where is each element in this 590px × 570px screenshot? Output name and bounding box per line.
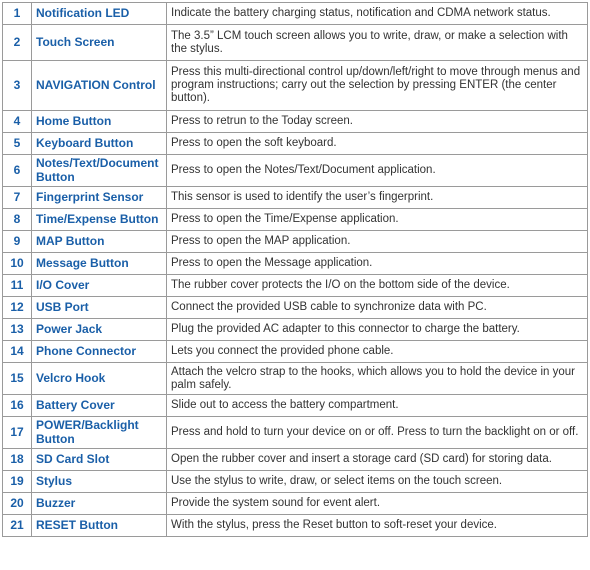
table-row — [3, 25, 588, 61]
table-row — [3, 253, 588, 275]
item-number: 21 — [3, 515, 32, 537]
item-number: 5 — [3, 133, 32, 155]
table-row — [3, 395, 588, 417]
item-description: Press to open the MAP application. — [167, 231, 588, 253]
item-name: Buzzer — [32, 493, 167, 515]
item-description: Press to open the Time/Expense application. — [167, 209, 588, 231]
item-description: Press this multi-directional control up/down/left/right to move through menus and program instructions; carry out the selection by pressing ENTER (the center button). — [167, 61, 588, 111]
item-name: Touch Screen — [32, 25, 167, 61]
item-description: Press and hold to turn your device on or off. Press to turn the backlight on or off. — [167, 417, 588, 449]
item-description: Connect the provided USB cable to synchronize data with PC. — [167, 297, 588, 319]
item-description: The rubber cover protects the I/O on the bottom side of the device. — [167, 275, 588, 297]
table-row — [3, 3, 588, 25]
item-description: Open the rubber cover and insert a storage card (SD card) for storing data. — [167, 449, 588, 471]
item-name: Message Button — [32, 253, 167, 275]
item-number: 17 — [3, 417, 32, 449]
item-number: 8 — [3, 209, 32, 231]
item-number: 2 — [3, 25, 32, 61]
item-name: Notes/Text/Document Button — [32, 155, 167, 187]
item-description: Provide the system sound for event alert. — [167, 493, 588, 515]
components-table — [2, 2, 588, 537]
item-number: 9 — [3, 231, 32, 253]
item-number: 11 — [3, 275, 32, 297]
item-name: RESET Button — [32, 515, 167, 537]
item-number: 14 — [3, 341, 32, 363]
table-row — [3, 341, 588, 363]
table-row — [3, 61, 588, 111]
item-name: Battery Cover — [32, 395, 167, 417]
item-name: MAP Button — [32, 231, 167, 253]
item-name: Time/Expense Button — [32, 209, 167, 231]
components-table-wrapper — [2, 2, 588, 537]
item-name: USB Port — [32, 297, 167, 319]
item-number: 10 — [3, 253, 32, 275]
table-row — [3, 471, 588, 493]
item-description: Press to open the Notes/Text/Document application. — [167, 155, 588, 187]
item-description: The 3.5” LCM touch screen allows you to write, draw, or make a selection with the stylus. — [167, 25, 588, 61]
item-description: Press to open the Message application. — [167, 253, 588, 275]
item-name: I/O Cover — [32, 275, 167, 297]
item-description: This sensor is used to identify the user’s fingerprint. — [167, 187, 588, 209]
item-number: 20 — [3, 493, 32, 515]
table-row — [3, 111, 588, 133]
item-description: Use the stylus to write, draw, or select items on the touch screen. — [167, 471, 588, 493]
item-description: Attach the velcro strap to the hooks, which allows you to hold the device in your palm safely. — [167, 363, 588, 395]
table-row — [3, 209, 588, 231]
item-number: 15 — [3, 363, 32, 395]
item-name: Velcro Hook — [32, 363, 167, 395]
table-row — [3, 449, 588, 471]
item-number: 16 — [3, 395, 32, 417]
item-name: Power Jack — [32, 319, 167, 341]
item-name: Notification LED — [32, 3, 167, 25]
item-number: 12 — [3, 297, 32, 319]
item-number: 18 — [3, 449, 32, 471]
item-name: Keyboard Button — [32, 133, 167, 155]
item-description: Indicate the battery charging status, notification and CDMA network status. — [167, 3, 588, 25]
item-number: 1 — [3, 3, 32, 25]
table-row — [3, 275, 588, 297]
table-row — [3, 363, 588, 395]
item-number: 3 — [3, 61, 32, 111]
item-name: Phone Connector — [32, 341, 167, 363]
table-row — [3, 417, 588, 449]
item-description: Press to retrun to the Today screen. — [167, 111, 588, 133]
table-row — [3, 319, 588, 341]
item-description: Press to open the soft keyboard. — [167, 133, 588, 155]
item-name: Stylus — [32, 471, 167, 493]
table-row — [3, 515, 588, 537]
item-number: 13 — [3, 319, 32, 341]
table-row — [3, 231, 588, 253]
item-number: 6 — [3, 155, 32, 187]
table-row — [3, 493, 588, 515]
item-name: SD Card Slot — [32, 449, 167, 471]
table-row — [3, 155, 588, 187]
item-description: Slide out to access the battery compartment. — [167, 395, 588, 417]
table-row — [3, 297, 588, 319]
table-row — [3, 187, 588, 209]
item-description: Lets you connect the provided phone cable. — [167, 341, 588, 363]
item-name: NAVIGATION Control — [32, 61, 167, 111]
item-description: Plug the provided AC adapter to this connector to charge the battery. — [167, 319, 588, 341]
item-name: POWER/Backlight Button — [32, 417, 167, 449]
components-table-body — [3, 3, 588, 537]
item-description: With the stylus, press the Reset button to soft-reset your device. — [167, 515, 588, 537]
table-row — [3, 133, 588, 155]
item-number: 19 — [3, 471, 32, 493]
item-number: 4 — [3, 111, 32, 133]
item-number: 7 — [3, 187, 32, 209]
item-name: Home Button — [32, 111, 167, 133]
item-name: Fingerprint Sensor — [32, 187, 167, 209]
